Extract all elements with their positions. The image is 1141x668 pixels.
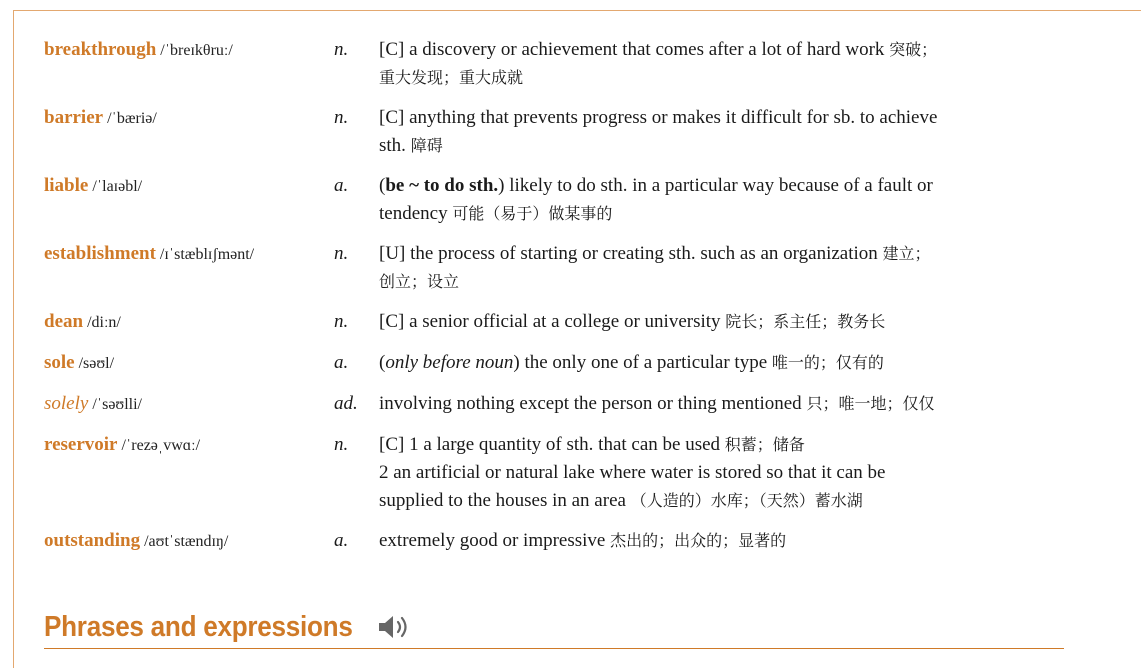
headword-column: [44, 240, 334, 269]
headword-column: [44, 308, 334, 337]
headword-column: [44, 172, 334, 201]
phonetic: /ˈlaɪəbl/: [92, 178, 143, 195]
definition-line: [379, 349, 1069, 377]
headword: dean: [44, 311, 84, 332]
chinese-gloss: 突破；: [889, 40, 938, 59]
chinese-gloss: 只；唯一地；仅仅: [806, 394, 935, 413]
part-of-speech: n.: [334, 243, 349, 264]
definition-line: [379, 308, 1069, 336]
definition-line: [379, 240, 1069, 268]
phonetic: /diːn/: [87, 314, 121, 331]
chinese-gloss: 院长；系主任；教务长: [725, 312, 886, 331]
definition-text: ) the only one of a particular type: [513, 352, 772, 373]
definition-line: [379, 132, 1069, 160]
definition-line: [379, 527, 1069, 555]
phonetic: /ˈbreɪkθruː/: [160, 42, 233, 59]
headword: liable: [44, 175, 89, 196]
vocab-entry: [44, 390, 1124, 419]
definition-text: extremely good or impressive: [379, 530, 611, 551]
part-of-speech: n.: [334, 107, 349, 128]
headword: reservoir: [44, 434, 118, 455]
part-of-speech: n.: [334, 311, 349, 332]
headword: establishment: [44, 243, 156, 264]
definition: [379, 527, 1069, 555]
definition-text: tendency: [379, 203, 453, 224]
vocab-entry: [44, 240, 1124, 296]
headword-column: [44, 36, 334, 65]
headword: solely: [44, 393, 89, 414]
definition-text: only before noun: [385, 352, 514, 373]
chinese-gloss: 创立；设立: [379, 272, 460, 291]
chinese-gloss: （人造的）水库；（天然）蓄水湖: [630, 491, 863, 510]
definition-text: (: [379, 352, 386, 373]
definition-line: [379, 390, 1069, 418]
part-of-speech: n.: [334, 434, 349, 455]
vocab-entry: [44, 431, 1124, 515]
definition-line: [379, 64, 1069, 92]
definition-text: involving nothing except the person or thing mentioned: [379, 393, 807, 414]
definition-text: ) likely to do sth. in a particular way because of a fault or: [498, 175, 933, 196]
definition: [379, 349, 1069, 377]
phonetic: /ˈbæriə/: [107, 110, 157, 127]
part-of-speech: a.: [334, 530, 349, 551]
definition: [379, 172, 1069, 228]
headword: breakthrough: [44, 39, 157, 60]
phonetic: /ˈsəʊlli/: [92, 396, 142, 413]
headword-column: [44, 349, 334, 378]
section-header: [44, 606, 1064, 649]
definition-text: (: [379, 175, 386, 196]
definition: [379, 390, 1069, 418]
chinese-gloss: 杰出的；出众的；显著的: [610, 531, 787, 550]
definition-text: [U] the process of starting or creating sth. such as an organization: [379, 243, 883, 264]
definition: [379, 431, 1069, 515]
phonetic: /aʊtˈstændɪŋ/: [144, 533, 229, 550]
chinese-gloss: 积蓄；储备: [724, 435, 805, 454]
headword-column: [44, 104, 334, 133]
definition-line: [379, 104, 1069, 132]
definition-line: [379, 459, 1069, 487]
vocab-entry: [44, 349, 1124, 378]
definition-line: [379, 431, 1069, 459]
definition: [379, 308, 1069, 336]
phonetic: /ɪˈstæblɪʃmənt/: [159, 246, 255, 263]
chinese-gloss: 障碍: [410, 136, 443, 155]
part-of-speech: a.: [334, 352, 349, 373]
definition-text: supplied to the houses in an area: [379, 490, 631, 511]
definition-text: sth.: [379, 135, 411, 156]
phonetic: /ˈrezəˌvwɑː/: [121, 437, 201, 454]
definition-line: [379, 200, 1069, 228]
part-of-speech: ad.: [334, 393, 358, 414]
headword-column: [44, 390, 334, 419]
definition-text: [C] a discovery or achievement that comes after a lot of hard work: [379, 39, 890, 60]
definition-line: [379, 172, 1069, 200]
definition: [379, 104, 1069, 160]
definition-text: [C] anything that prevents progress or makes it difficult for sb. to achieve: [379, 107, 938, 128]
chinese-gloss: 建立；: [882, 244, 931, 263]
definition-line: [379, 36, 1069, 64]
vocabulary-list: [44, 36, 1124, 568]
definition: [379, 36, 1069, 92]
vocab-entry: [44, 308, 1124, 337]
part-of-speech: n.: [334, 39, 349, 60]
vocab-entry: [44, 527, 1124, 556]
vocab-entry: [44, 36, 1124, 92]
chinese-gloss: 重大发现；重大成就: [379, 68, 524, 87]
vocab-entry: [44, 104, 1124, 160]
part-of-speech: a.: [334, 175, 349, 196]
definition-text: [C] a senior official at a college or university: [379, 311, 726, 332]
definition-text: be ~ to do sth.: [385, 175, 499, 196]
headword-column: [44, 431, 334, 460]
definition-line: [379, 268, 1069, 296]
headword: outstanding: [44, 530, 141, 551]
chinese-gloss: 可能（易于）做某事的: [452, 204, 613, 223]
phonetic: /səʊl/: [78, 355, 115, 372]
headword-column: [44, 527, 334, 556]
definition-text: 2 an artificial or natural lake where water is stored so that it can be: [379, 462, 886, 483]
definition: [379, 240, 1069, 296]
vocab-entry: [44, 172, 1124, 228]
definition-text: [C] 1 a large quantity of sth. that can be used: [379, 434, 725, 455]
headword: sole: [44, 352, 75, 373]
chinese-gloss: 唯一的；仅有的: [771, 353, 884, 372]
section-title: Phrases and expressions: [44, 610, 353, 643]
speaker-icon[interactable]: [377, 612, 417, 642]
definition-line: [379, 487, 1069, 515]
headword: barrier: [44, 107, 104, 128]
